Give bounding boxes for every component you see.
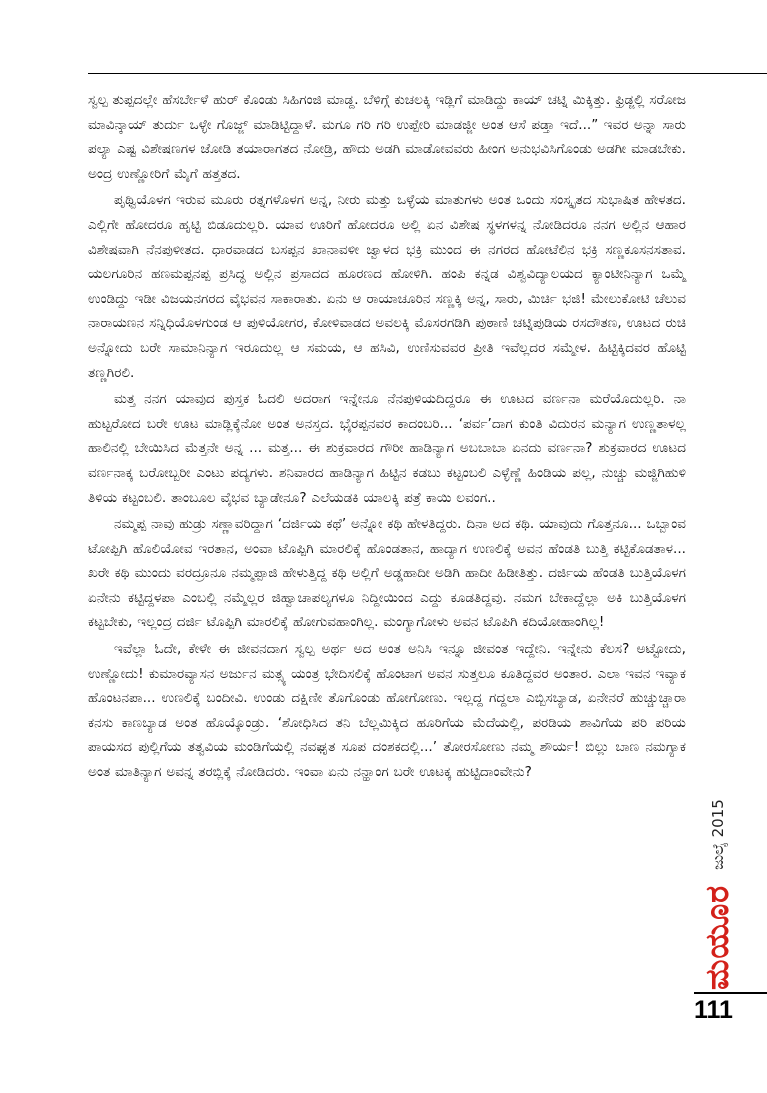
masthead-strip [692,790,752,1020]
paragraph: ನಮ್ಮಪ್ಪ ನಾವು ಹುಡ್ರು ಸಣ್ಣಾವರಿದ್ದಾಗ ‘ದರ್ಜಿಯ ಕಥೆ’ ಅನ್ನೋ ಕಥಿ ಹೇಳತಿದ್ದರು. ದಿನಾ ಅದ ಕಥಿ. ಯಾವುದು ಗೊತ್ತನೂ... ಒಬ್ಬಾಂವ ಟೋಪ್ಪಿಗಿ ಹೊಲಿಯೋವ ಇರತಾನ, ಅಂವಾ ಟೊಪ್ಪಿಗಿ ಮಾರಲಿಕ್ಕೆ ಹೊಂಡತಾನ, ಹಾದ್ಯಾಗ ಉಣಲಿಕ್ಕೆ ಅವನ ಹೆಂಡತಿ ಬುತ್ತಿ ಕಟ್ಟಿಕೊಡತಾಳ... ಖರೇ ಕಥಿ ಮುಂದು ವರದ್ರೂನೂ ನಮ್ಮಪ್ಪಾಜಿ ಹೇಳುತ್ತಿದ್ದ ಕಥಿ ಅಲ್ಲಿಗೆ ಅಡ್ಡಹಾದೀ ಅಡಿಗಿ ಹಾದೀ ಹಿಡೀತಿತ್ತು. ದರ್ಜಿಯ ಹೆಂಡತಿ ಬುತ್ತಿಯೊಳಗ ಏನೇನು ಕಟ್ಟಿದ್ದಳಪಾ ಎಂಬಲ್ಲಿ ನಮ್ಮೆಲ್ಲರ ಜಿಹ್ವಾಚಾಪಲ್ಯಗಳೂ ನಿದ್ದೀಯಿಂದ ಎದ್ದು ಕೂಡತಿದ್ದವು. ನಮಗ ಬೇಕಾದ್ದೆಲ್ಲಾ ಅಕಿ ಬುತ್ತಿಯೊಳಗ ಕಟ್ಟಬೇಕು, ಇಲ್ಲಂದ್ರ ದರ್ಜಿ ಟೊಪ್ಪಿಗಿ ಮಾರಲಿಕ್ಕೆ ಹೋಗುವಹಾಂಗಿಲ್ಲ. ಮಂಗ್ಯಾಗೋಳು ಅವನ ಟೊಪಿಗಿ ಕದಿಯೋಹಾಂಗಿಲ್ಲ! [88,516,686,631]
article-body [88,88,686,787]
page-number: 111 [694,996,733,1024]
header-rule [88,73,767,74]
masthead [698,790,738,990]
paragraph: ಪೃಥ್ವಿಯೊಳಗ ಇರುವ ಮೂರು ರತ್ನಗಳೊಳಗ ಅನ್ನ, ನೀರು ಮತ್ತು ಒಳ್ಳೆಯ ಮಾತುಗಳು ಅಂತ ಒಂದು ಸಂಸ್ಕೃತದ ಸುಭಾಷಿತ ಹೇಳತದ. ಎಲ್ಲಿಗೇ ಹೋದರೂ ಹೃಟ್ಟಿ ಬಿಡೂದುಲ್ಲರಿ. ಯಾವ ಊರಿಗೆ ಹೋದರೂ ಅಲ್ಲಿ ಏನ ವಿಶೇಷ ಸ್ಥಳಗಳನ್ನ ನೋಡಿದರೂ ನನಗ ಅಲ್ಲಿನ ಆಹಾರ ವಿಶೇಷವಾಗಿ ನೆನಪುಳೀತದ. ಧಾರವಾಡದ ಬಸಪ್ಪನ ಖಾನಾವಳೀ ಜ್ವಾಳದ ಭಕ್ರಿ ಮುಂದ ಈ ನಗರದ ಹೋಟೆಲಿನ ಭಕ್ರಿ ಸಣ್ಣಕೂಸನಸತಾವ. ಯಲಗೂರಿನ ಹಣಮಪ್ಪನಪ್ಪ ಪ್ರಸಿದ್ಧ ಅಲ್ಲಿನ ಪ್ರಸಾದದ ಹೂರಣದ ಹೋಳಿಗಿ. ಹಂಪಿ ಕನ್ನಡ ವಿಶ್ವವಿದ್ಯಾಲಯದ ಕ್ಯಾಂಟೀನಿನ್ಯಾಗ ಒಮ್ಮೆ ಉಂಡಿದ್ದು ಇಡೀ ವಿಜಯನಗರದ ವೈಭವನ ಸಾಕಾರಾತು. ಏನು ಆ ರಾಯಾಚೂರಿನ ಸಣ್ಣಕ್ಕಿ ಅನ್ನ, ಸಾರು, ಮಿರ್ಚಿ ಭಜಿ! ಮೇಲುಕೋಟಿ ಚೆಲುವ ನಾರಾಯಣನ ಸನ್ನಿಧಿಯೊಳಗುಂಡ ಆ ಪುಳಿಯೋಗರ, ಕೋಳಿವಾಡದ ಅವಲಕ್ಕಿ ಮೊಸರಗಡಿಗಿ ಪುಠಾಣಿ ಚಟ್ನಿಪುಡಿಯ ರಸದೌತಣ, ಊಟದ ರುಚಿ ಅನ್ನೋದು ಬರೇ ಸಾಮಾನಿನ್ಯಾಗ ಇರೂದುಲ್ಲ ಆ ಸಮಯ, ಆ ಹಸಿವಿ, ಉಣಿಸುವವರ ಪ್ರೀತಿ ಇವೆಲ್ಲದರ ಸಮ್ಮೇಳ. ಹಿಟ್ಟಿಕ್ಕಿದವರ ಹೊಟ್ಟಿ ತಣ್ಣಗಿರಲಿ. [88,192,686,381]
paragraph: ಮತ್ತ ನನಗ ಯಾವುದ ಪುಸ್ತಕ ಓದಲಿ ಅದರಾಗ ಇನ್ನೇನೂ ನೆನಪುಳಿಯದಿದ್ದರೂ ಈ ಊಟದ ವರ್ಣನಾ ಮರೆಯೊದುಲ್ಲರಿ. ನಾ ಹುಟ್ಟರೋದ ಬರೇ ಊಟ ಮಾಡ್ಲಿಕ್ಕೆನೋ ಅಂತ ಅನಸ್ತದ. ಭೈರಪ್ಪನವರ ಕಾದಂಬರಿ... ‘ಪರ್ವ’ದಾಗ ಕುಂತಿ ವಿದುರನ ಮನ್ಯಾಗ ಉಣ್ಣತಾಳಲ್ಲ ಹಾಲಿನಲ್ಲಿ ಬೇಯಿಸಿದ ಮೆತ್ತನೇ ಅನ್ನ ... ಮತ್ತ... ಈ ಶುಕ್ರವಾರದ ಗೌರೀ ಹಾಡಿನ್ಯಾಗ ಅಬಬಾಬಾ ಏನದು ವರ್ಣನಾ? ಶುಕ್ರವಾರದ ಊಟದ ವರ್ಣನಾಕ್ಕ ಬರೋಬ್ಬರೀ ಎಂಟು ಪದ್ಯಗಳು. ಶನಿವಾರದ ಹಾಡಿನ್ಯಾಗ ಹಿಟ್ಟಿನ ಕಡಬು ಕಟ್ಟಂಬಲಿ ಎಳ್ಳೆಣ್ಣೆ ಹಿಂಡಿಯ ಪಲ್ಲ, ನುಚ್ಚು ಮಜ್ಜಿಗಿಹುಳಿ ತಿಳಿಯ ಕಟ್ಟಂಬಲಿ. ತಾಂಬೂಲ ವೈಭವ ಬ್ಯಾಡೇನೂ? ಎಲೆಯಡಕಿ ಯಾಲಕ್ಕಿ ಪತ್ರೆ ಕಾಯಿ ಲವಂಗ.. [88,391,686,506]
paragraph: ಸ್ವಲ್ಪ ತುಪ್ಪದಲ್ಲೇ ಹೆಸರ್ಬೇಳೆ ಹುರ್ ಕೊಂಡು ಸಿಹಿಗಂಜಿ ಮಾಡ್ದ. ಬೆಳಿಗ್ಗೆ ಕುಚಲಕ್ಕಿ ಇಡ್ಲಿಗೆ ಮಾಡಿದ್ದು ಕಾಯ್ ಚಟ್ನಿ ಮಿಕ್ಕಿತ್ತು. ಫ್ರಿಡ್ಜಲ್ಲಿ ಸರೋಜ ಮಾವಿನ್ಕಾಯ್ ತುರ್ದು ಒಳ್ಳೇ ಗೊಜ್ಜ್ ಮಾಡಿಟ್ಟಿದ್ದಾಳೆ. ಮಗೂ ಗರಿ ಗರಿ ಉಪ್ಪೇರಿ ಮಾಡಜ್ಜೀ ಅಂತ ಆಸೆ ಪಡ್ತಾ ಇದೆ...” ಇವರ ಅನ್ನಾ ಸಾರು ಪಲ್ಯಾ ಎಷ್ಟ ವಿಶೇಷಣಗಳ ಜೋಡಿ ತಯಾರಾಗತದ ನೋಡ್ರಿ, ಹೌದು ಅಡಗಿ ಮಾಡೋವವರು ಹೀಂಗ ಅನುಭವಿಸಿಗೊಂಡು ಅಡಗೀ ಮಾಡಬೇಕು. ಅಂದ್ರ ಉಣ್ಣೋರಿಗೆ ಮೈಗೆ ಹತ್ತತದ. [88,92,686,182]
paragraph: ಇವೆಲ್ಲಾ ಓದೇ, ಕೇಳೇ ಈ ಜೀವನದಾಗ ಸ್ವಲ್ಪ ಅರ್ಥ ಅದ ಅಂತ ಅನಿಸಿ ಇನ್ನೂ ಜೀವಂತ ಇದ್ದೇನಿ. ಇನ್ನೇನು ಕೆಲಸ? ಅಟ್ಟೋದು, ಉಣ್ಣೋದು! ಕುಮಾರವ್ಯಾಸನ ಅರ್ಜುನ ಮತ್ಸ್ಯ ಯಂತ್ರ ಭೇದಿಸಲಿಕ್ಕೆ ಹೊಂಟಾಗ ಅವನ ಸುತ್ತಲೂ ಕೂತಿದ್ದವರ ಅಂತಾರ. ಎಲಾ ಇವನ ಇವ್ಯಾಕ ಹೊಂಟನಪಾ... ಉಣಲಿಕ್ಕೆ ಬಂದೀವಿ. ಉಂಡು ದಕ್ಷಿಣೀ ತೊಗೊಂಡು ಹೋಗೋಣು. ಇಲ್ಲದ್ದ ಗದ್ದಲಾ ಎಬ್ಬಿಸಬ್ಯಾಡ, ಏನೇನರೆ ಹುಚ್ಚುಚ್ಚಾರಾ ಕನಸು ಕಾಣಬ್ಯಾಡ ಅಂತ ಹೊಯ್ಕೊಂಡ್ರು. ‘ಶೋಧಿಸಿದ ತನಿ ಬೆಲ್ಲಮಿಕ್ಕಿದ ಹೂರಿಗೆಯ ಮೆದೆಯಲ್ಲಿ, ಪರಡಿಯ ಶಾವಿಗೆಯ ಪರಿ ಪರಿಯ ಪಾಯಸದ ಪುಲ್ಲಿಗೆಯ ತತ್ವವಿಯ ಮಂಡಿಗೆಯಲ್ಲಿ ನವಘೃತ ಸೂಪ ದಂಶಕದಲ್ಲಿ...’ ತೋರಸೋಣು ನಮ್ಮ ಶೌರ್ಯ! ಬಿಲ್ಲು ಬಾಣ ನಮಗ್ಯಾಕ ಅಂತ ಮಾತಿನ್ಯಾಗ ಅವನ್ನ ತರಬ್ಲಿಕ್ಕೆ ನೋಡಿದರು. ಇಂವಾ ಏನು ನನ್ಹಾಂಗ ಬರೇ ಊಟಕ್ಕ ಹುಟ್ಟಿದಾಂವೇನು? [88,641,686,781]
magazine-logo: ಮಯೂರ [698,884,736,990]
page-number-rule [694,992,767,994]
issue-date: ಜುಲೈ 2015 [708,799,727,870]
